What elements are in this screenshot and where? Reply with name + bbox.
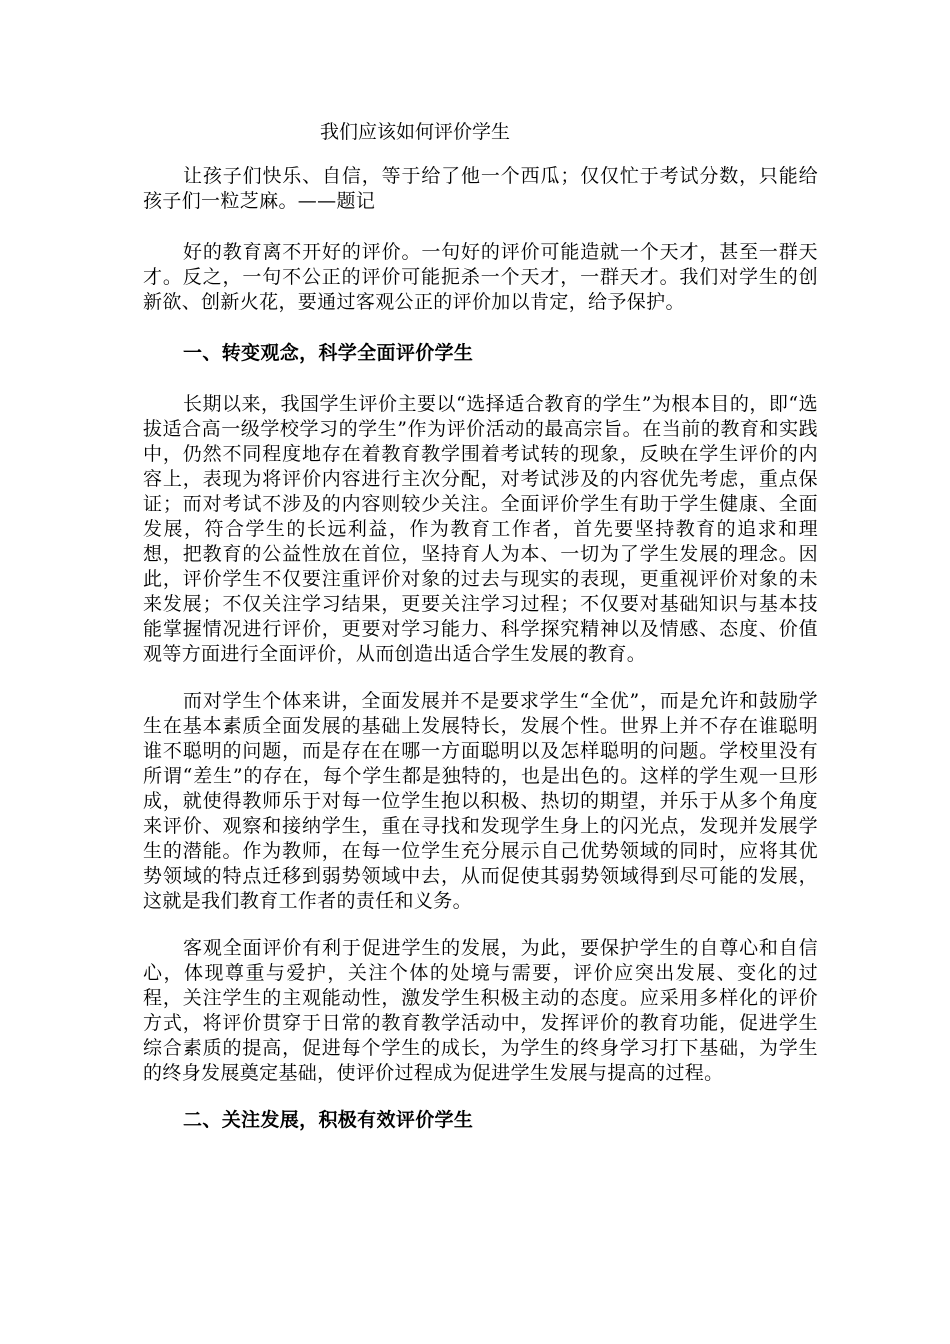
section-1-paragraph-2: 而对学生个体来讲，全面发展并不是要求学生“全优”，而是允许和鼓励学生在基本素质全面发展的基础上发展特长，发展个性。世界上并不存在谁聪明谁不聪明的问题，而是存在在哪一方面聪明以及怎样聪明的问题。学校里没有所谓“差生”的存在，每个学生都是独特的，也是出色的。这样的学生观一旦形成，就使得教师乐于对每一位学生抱以积极、热切的期望，并乐于从多个角度来评价、观察和接纳学生，重在寻找和发现学生身上的闪光点，发现并发展学生的潜能。作为教师，在每一位学生充分展示自己优势领域的同时，应将其优势领域的特点迁移到弱势领域中去，从而促使其弱势领域得到尽可能的发展，这就是我们教育工作者的责任和义务。 [143,690,818,912]
epigraph: 让孩子们快乐、自信，等于给了他一个西瓜；仅仅忙于考试分数，只能给孩子们一粒芝麻。——题记 [143,165,818,212]
section-1-paragraph-3: 客观全面评价有利于促进学生的发展，为此，要保护学生的自尊心和自信心，体现尊重与爱护，关注个体的处境与需要，评价应突出发展、变化的过程，关注学生的主观能动性，激发学生积极主动的态度。应采用多样化的评价方式，将评价贯穿于日常的教育教学活动中，发挥评价的教育功能，促进学生综合素质的提高，促进每个学生的成长，为学生的终身学习打下基础，为学生的终身发展奠定基础，使评价过程成为促进学生发展与提高的过程。 [143,937,818,1084]
section-2-heading: 二、关注发展，积极有效评价学生 [183,1109,474,1131]
intro-paragraph: 好的教育离不开好的评价。一句好的评价可能造就一个天才，甚至一群天才。反之，一句不公正的评价可能扼杀一个天才，一群天才。我们对学生的创新欲、创新火花，要通过客观公正的评价加以肯定，给予保护。 [143,241,818,313]
section-1-paragraph-1: 长期以来，我国学生评价主要以“选择适合教育的学生”为根本目的，即“选拔适合高一级学校学习的学生”作为评价活动的最高宗旨。在当前的教育和实践中，仍然不同程度地存在着教育教学围着考试转的现象，反映在学生评价的内容上，表现为将评价内容进行主次分配，对考试涉及的内容优先考虑，重点保证；而对考试不涉及的内容则较少关注。全面评价学生有助于学生健康、全面发展，符合学生的长远利益，作为教育工作者，首先要坚持教育的追求和理想，把教育的公益性放在首位，坚持育人为本、一切为了学生发展的理念。因此，评价学生不仅要注重评价对象的过去与现实的表现，更重视评价对象的未来发展；不仅关注学习结果，更要关注学习过程；不仅要对基础知识与基本技能掌握情况进行评价，更要对学习能力、科学探究精神以及情感、态度、价值观等方面进行全面评价，从而创造出适合学生发展的教育。 [143,393,818,665]
section-1-heading: 一、转变观念，科学全面评价学生 [183,342,474,364]
document-page [143,118,818,1155]
document-title: 我们应该如何评价学生 [320,121,511,143]
